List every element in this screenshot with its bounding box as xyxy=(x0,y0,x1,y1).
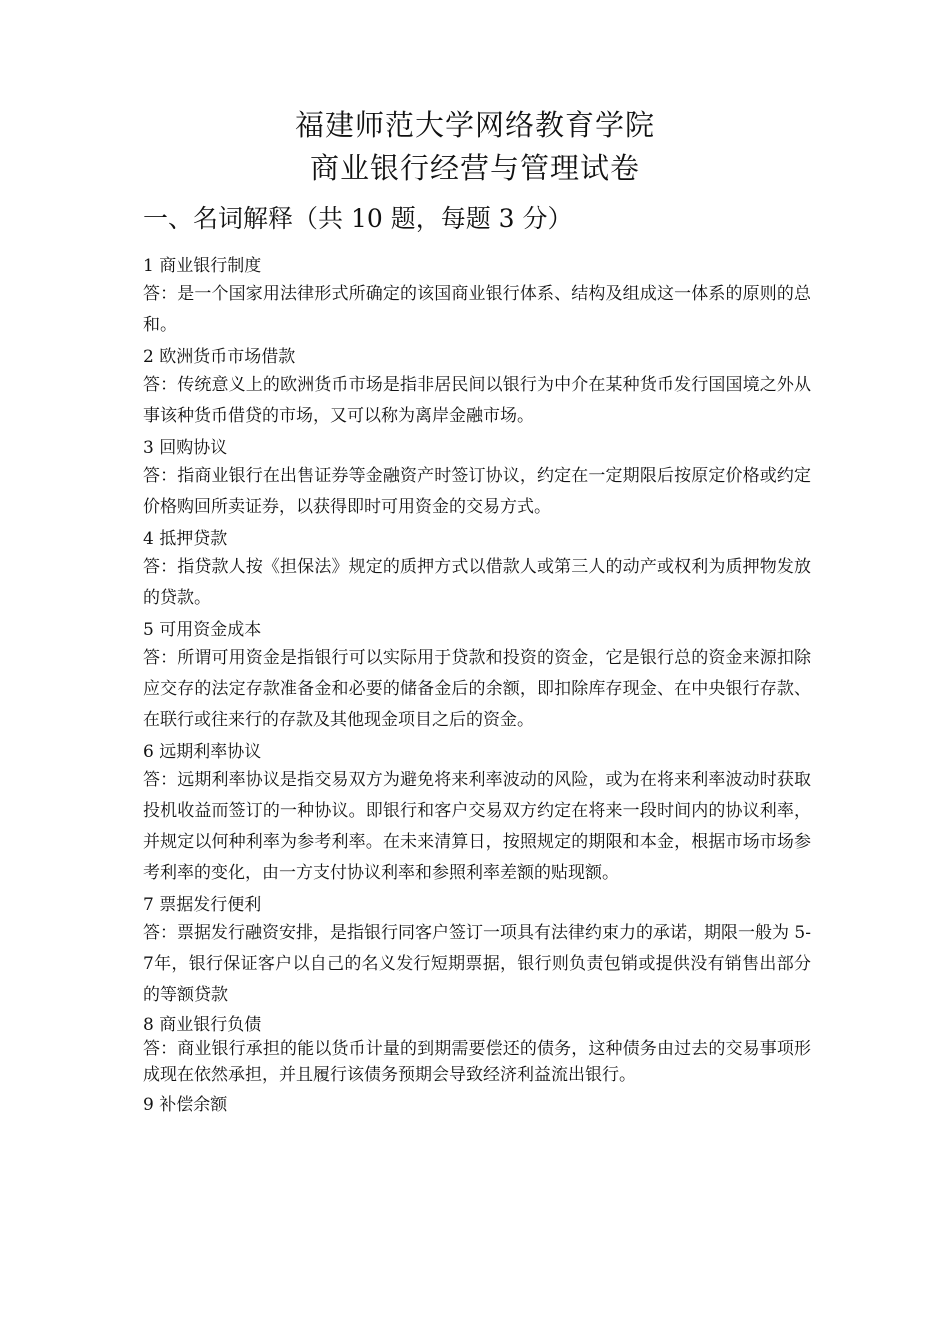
question-item xyxy=(143,1092,811,1118)
section-heading: 一、名词解释（共 10 题，每题 3 分） xyxy=(143,204,573,233)
question-item xyxy=(143,253,811,341)
document-title-line2: 商业银行经营与管理试卷 xyxy=(309,151,640,185)
question-title: 6 远期利率协议 xyxy=(143,742,262,762)
question-answer: 答：是一个国家用法律形式所确定的该国商业银行体系、结构及组成这一体系的原则的总和。 xyxy=(143,284,811,335)
questions-list xyxy=(143,253,811,1118)
document-title-line1: 福建师范大学网络教育学院 xyxy=(294,108,655,142)
question-title: 9 补偿余额 xyxy=(143,1095,228,1115)
question-title: 5 可用资金成本 xyxy=(143,620,262,640)
question-title: 2 欧洲货币市场借款 xyxy=(143,347,296,367)
question-answer: 答：票据发行融资安排，是指银行同客户签订一项具有法律约束力的承诺，期限一般为 5-7年，银行保证客户以自己的名义发行短期票据，银行则负责包销或提供没有销售出部分的等额贷款 xyxy=(143,923,811,1005)
question-answer: 答：指贷款人按《担保法》规定的质押方式以借款人或第三人的动产或权利为质押物发放的贷款。 xyxy=(143,557,811,608)
question-answer: 答：远期利率协议是指交易双方为避免将来利率波动的风险，或为在将来利率波动时获取投机收益而签订的一种协议。即银行和客户交易双方约定在将来一段时间内的协议利率，并规定以何种利率为参考利率。在未来清算日，按照规定的期限和本金，根据市场市场参考利率的变化，由一方支付协议利率和参照利率差额的贴现额。 xyxy=(143,770,811,883)
question-item xyxy=(143,1014,811,1088)
question-title: 1 商业银行制度 xyxy=(143,256,262,276)
question-answer: 答：传统意义上的欧洲货币市场是指非居民间以银行为中介在某种货币发行国国境之外从事该种货币借贷的市场，又可以称为离岸金融市场。 xyxy=(143,375,811,426)
question-item xyxy=(143,526,811,614)
question-answer: 答：指商业银行在出售证券等金融资产时签订协议，约定在一定期限后按原定价格或约定价格购回所卖证券，以获得即时可用资金的交易方式。 xyxy=(143,466,811,517)
question-item xyxy=(143,435,811,523)
question-item xyxy=(143,892,811,1011)
question-item xyxy=(143,344,811,432)
question-answer: 答：商业银行承担的能以货币计量的到期需要偿还的债务，这种债务由过去的交易事项形成现在依然承担，并且履行该债务预期会导致经济利益流出银行。 xyxy=(143,1039,811,1085)
question-title: 3 回购协议 xyxy=(143,438,228,458)
question-title: 7 票据发行便利 xyxy=(143,895,262,915)
question-item xyxy=(143,739,811,889)
question-title: 4 抵押贷款 xyxy=(143,529,228,549)
question-item xyxy=(143,617,811,736)
question-title: 8 商业银行负债 xyxy=(143,1015,262,1035)
question-answer: 答：所谓可用资金是指银行可以实际用于贷款和投资的资金，它是银行总的资金来源扣除应交存的法定存款准备金和必要的储备金后的余额，即扣除库存现金、在中央银行存款、在联行或往来行的存款及其他现金项目之后的资金。 xyxy=(143,648,811,730)
